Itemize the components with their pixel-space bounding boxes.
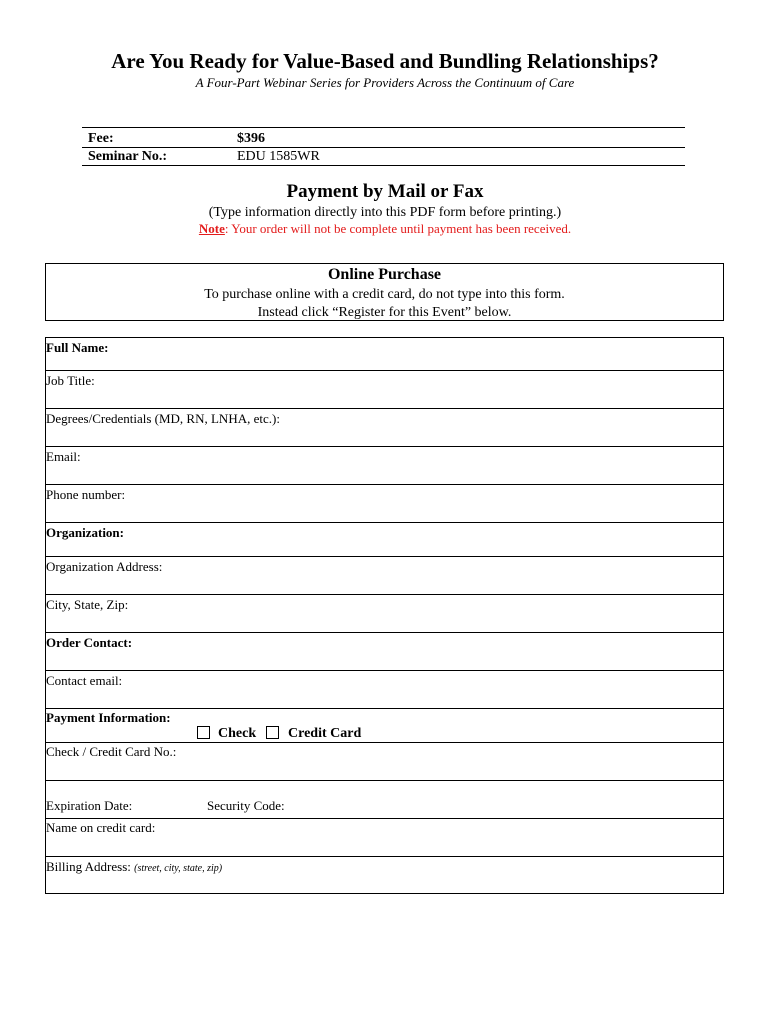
name-on-card-field[interactable] xyxy=(170,820,715,854)
organization-field[interactable] xyxy=(140,525,715,553)
row-divider xyxy=(45,632,724,633)
degrees-field[interactable] xyxy=(300,411,715,445)
row-divider xyxy=(45,484,724,485)
payment-note xyxy=(0,221,770,237)
security-code-label: Security Code: xyxy=(207,798,285,813)
payment-title: Payment by Mail or Fax xyxy=(286,181,484,202)
fee-value: $396 xyxy=(237,131,265,146)
note-text: : Your order will not be complete until payment has been received. xyxy=(224,221,572,236)
row-divider xyxy=(45,446,724,447)
billing-address-text: Billing Address: xyxy=(46,859,131,874)
org-address-field[interactable] xyxy=(180,559,715,591)
row-divider xyxy=(45,522,724,523)
job-title-label: Job Title: xyxy=(46,373,95,388)
row-divider xyxy=(45,370,724,371)
order-contact-label: Order Contact: xyxy=(46,635,133,650)
row-divider xyxy=(45,408,724,409)
payment-info-label: Payment Information: xyxy=(46,710,171,725)
fee-table-middle-rule xyxy=(82,147,685,148)
row-divider xyxy=(45,856,724,857)
credit-card-checkbox[interactable] xyxy=(266,726,279,739)
city-state-zip-label: City, State, Zip: xyxy=(46,597,129,612)
order-contact-field[interactable] xyxy=(145,635,715,667)
city-state-zip-field[interactable] xyxy=(140,597,715,629)
billing-address-hint: (street, city, state, zip) xyxy=(134,863,223,874)
fee-label: Fee: xyxy=(88,131,114,146)
online-purchase-line-1: To purchase online with a credit card, do not type into this form. xyxy=(204,287,565,302)
page-title: Are You Ready for Value-Based and Bundling Relationships? xyxy=(111,49,659,73)
contact-email-label: Contact email: xyxy=(46,673,123,688)
email-field[interactable] xyxy=(90,449,715,483)
organization-label: Organization: xyxy=(46,525,124,540)
name-on-card-label: Name on credit card: xyxy=(46,820,156,835)
degrees-label: Degrees/Credentials (MD, RN, LNHA, etc.): xyxy=(46,411,280,426)
seminar-label: Seminar No.: xyxy=(88,149,168,164)
billing-address-field[interactable] xyxy=(250,859,715,889)
note-label: Note xyxy=(198,221,225,236)
row-divider xyxy=(45,742,724,743)
billing-address-label xyxy=(46,859,222,877)
row-divider xyxy=(45,594,724,595)
online-purchase-line-2: Instead click “Register for this Event” below. xyxy=(257,305,512,320)
row-divider xyxy=(45,670,724,671)
card-number-label: Check / Credit Card No.: xyxy=(46,744,177,759)
security-code-field[interactable] xyxy=(295,796,715,814)
fee-table-bottom-rule xyxy=(82,165,685,166)
expiration-date-field[interactable] xyxy=(145,796,200,814)
full-name-label: Full Name: xyxy=(46,340,109,355)
job-title-field[interactable] xyxy=(110,373,715,407)
seminar-value: EDU 1585WR xyxy=(237,149,320,164)
online-purchase-title: Online Purchase xyxy=(327,266,442,283)
payment-instruction: (Type information directly into this PDF form before printing.) xyxy=(208,205,562,220)
row-divider xyxy=(45,780,724,781)
card-number-field[interactable] xyxy=(195,744,715,778)
credit-card-label: Credit Card xyxy=(288,726,362,741)
expiration-date-label: Expiration Date: xyxy=(46,798,133,813)
phone-field[interactable] xyxy=(140,487,715,521)
phone-label: Phone number: xyxy=(46,487,126,502)
fee-table-top-rule xyxy=(82,127,685,128)
row-divider xyxy=(45,708,724,709)
page-subtitle: A Four-Part Webinar Series for Providers Across the Continuum of Care xyxy=(195,75,575,90)
check-checkbox[interactable] xyxy=(197,726,210,739)
check-label: Check xyxy=(218,726,257,741)
email-label: Email: xyxy=(46,449,81,464)
row-divider xyxy=(45,818,724,819)
row-divider xyxy=(45,556,724,557)
org-address-label: Organization Address: xyxy=(46,559,163,574)
full-name-field[interactable] xyxy=(130,340,715,368)
contact-email-field[interactable] xyxy=(135,673,715,705)
